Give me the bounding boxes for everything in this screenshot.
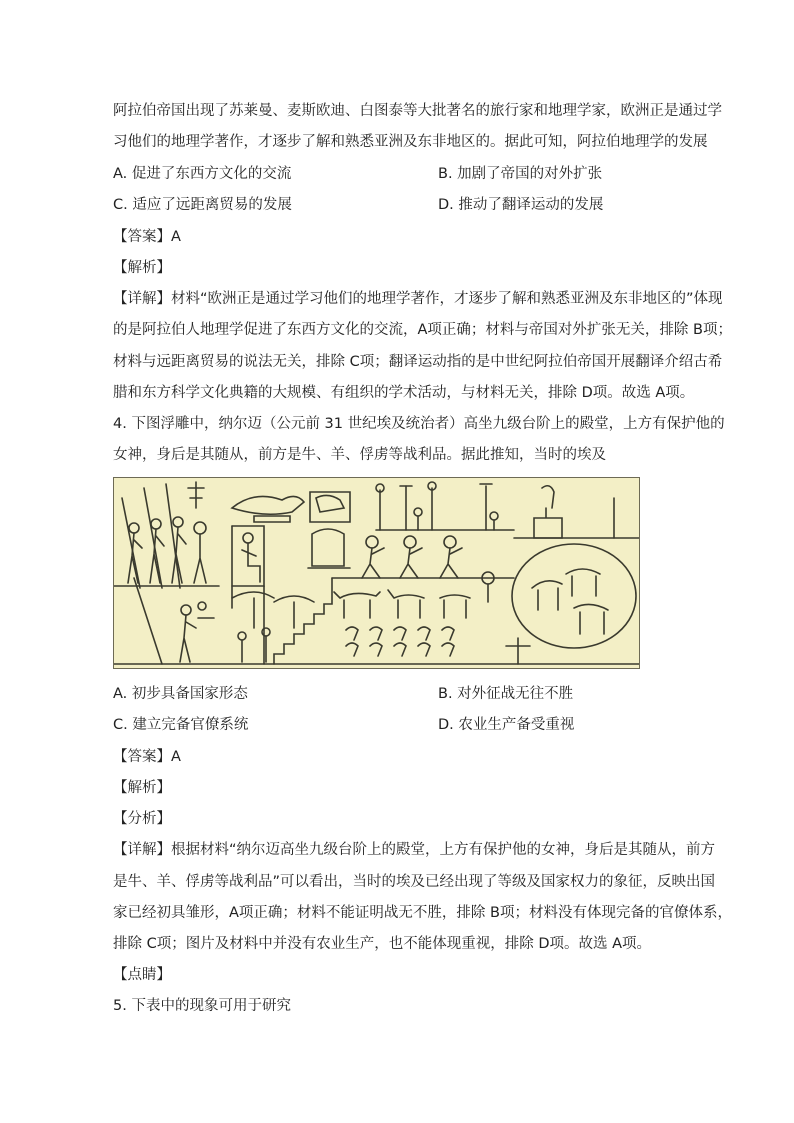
q5-stem-line-1: 5. 下表中的现象可用于研究	[113, 998, 291, 1014]
q3-option-c: C. 适应了远距离贸易的发展	[113, 197, 292, 213]
q3-detail-line-1: 【详解】材料“欧洲正是通过学习他们的地理学著作，才逐步了解和熟悉亚洲及东非地区的”体现	[113, 291, 723, 307]
q4-detail-line-3: 家已经初具雏形，A项正确；材料不能证明战无不胜，排除 B项；材料没有体现完备的官僚体系，	[113, 905, 732, 921]
q3-option-d: D. 推动了翻译运动的发展	[438, 197, 604, 213]
q4-stem-line-1: 4. 下图浮雕中，纳尔迈（公元前 31 世纪埃及统治者）高坐九级台阶上的殿堂，上方有保护他的	[113, 416, 725, 432]
q3-stem-line-2: 习他们的地理学著作，才逐步了解和熟悉亚洲及东非地区的。据此可知，阿拉伯地理学的发展	[113, 134, 708, 150]
q3-analysis-label: 【解析】	[113, 260, 171, 276]
q4-dianjing-label: 【点睛】	[113, 967, 171, 983]
q3-detail-line-3: 材料与远距离贸易的说法无关，排除 C项；翻译运动指的是中世纪阿拉伯帝国开展翻译介绍古希	[113, 354, 723, 370]
q3-option-a: A. 促进了东西方文化的交流	[113, 166, 292, 182]
q4-detail-line-2: 是牛、羊、俘虏等战利品”可以看出，当时的埃及已经出现了等级及国家权力的象征，反映出国	[113, 874, 716, 890]
q4-option-d: D. 农业生产备受重视	[438, 717, 575, 733]
q3-detail-line-4: 腊和东方科学文化典籍的大规模、有组织的学术活动，与材料无关，排除 D项。故选 A项。	[113, 385, 695, 401]
q4-answer: 【答案】A	[113, 749, 181, 765]
q4-detail-line-1: 【详解】根据材料“纳尔迈高坐九级台阶上的殿堂，上方有保护他的女神，身后是其随从，前方	[113, 842, 716, 858]
q4-detail-line-4: 排除 C项；图片及材料中并没有农业生产，也不能体现重视，排除 D项。故选 A项。	[113, 936, 652, 952]
q3-option-b: B. 加剧了帝国的对外扩张	[438, 166, 603, 182]
q3-stem-line-1: 阿拉伯帝国出现了苏莱曼、麦斯欧迪、白图泰等大批著名的旅行家和地理学家，欧洲正是通过学	[113, 103, 722, 119]
q4-option-c: C. 建立完备官僚系统	[113, 717, 249, 733]
q4-fenxi-label: 【分析】	[113, 811, 171, 827]
q4-option-b: B. 对外征战无往不胜	[438, 686, 574, 702]
q4-stem-line-2: 女神，身后是其随从，前方是牛、羊、俘虏等战利品。据此推知，当时的埃及	[113, 447, 606, 463]
q4-analysis-label: 【解析】	[113, 780, 171, 796]
narmer-relief-image	[113, 477, 640, 669]
q3-answer: 【答案】A	[113, 229, 181, 245]
q3-detail-line-2: 的是阿拉伯人地理学促进了东西方文化的交流，A项正确；材料与帝国对外扩张无关，排除 B项；	[113, 322, 732, 338]
q4-option-a: A. 初步具备国家形态	[113, 686, 248, 702]
